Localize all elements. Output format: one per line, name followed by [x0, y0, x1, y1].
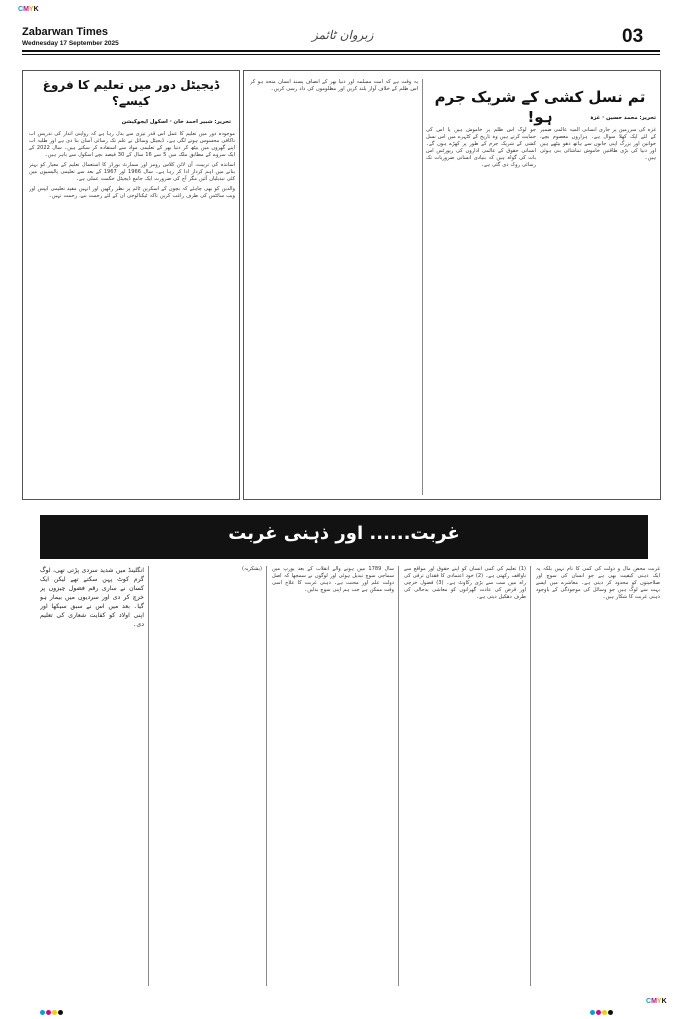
cmyk-registration-mark: [18, 6, 39, 13]
registration-dot: [58, 1010, 63, 1015]
cmyk-k: K: [661, 998, 667, 1005]
article-paragraph: غزہ کی سرزمین پر جاری انسانی المیہ عالمی ضمیر کے لئے ایک کھلا سوال ہے۔ ہزاروں معصوم بچے، خواتین اور بزرگ اپنی جانوں سے ہاتھ دھو بیٹھے ہیں اور دنیا کی بڑی طاقتیں خاموش تماشائی بنی ہوئی ہیں۔: [540, 127, 656, 162]
article-body: [29, 131, 235, 497]
article-paragraph: سال 1789 میں ہونے والے انقلاب کے بعد یورپ میں سماجی سوچ تبدیل ہوئی اور لوگوں نے سمجھا کہ اصل دولت علم اور محنت ہے۔ ذہنی غربت کا علاج اسی وقت ممکن ہے جب ہم اپنی سوچ بدلیں۔: [272, 566, 394, 594]
article-paragraph: (1) تعلیم کی کمی انسان کو اپنے حقوق اور مواقع سے ناواقف رکھتی ہے۔ (2) خود اعتمادی کا فقدان ترقی کی راہ میں سب سے بڑی رکاوٹ ہے۔ (3) فضول خرچی اور قرض کی عادت گھرانوں کو معاشی بدحالی کی طرف دھکیل دیتی ہے۔: [404, 566, 526, 601]
article-paragraph: اساتذہ کی تربیت، آن لائن کلاس رومز اور سمارٹ بورڈز کا استعمال تعلیم کے معیار کو بہتر بنانے میں اہم کردار ادا کر رہا ہے۔ سال 1966 اور 1967 کے بعد سے تعلیمی پالیسیوں میں کئی تبدیلیاں آئیں مگر آج کی ضرورت ایک جامع ڈیجیٹل حکمت عملی ہے۔: [29, 162, 235, 183]
registration-dot: [608, 1010, 613, 1015]
cmyk-c: C: [18, 6, 24, 13]
column-rule: [148, 566, 149, 986]
column-rule: [422, 79, 423, 495]
bottom-column-1: [536, 566, 660, 990]
article-closing: (بشکریہ): [242, 566, 262, 572]
article-paragraph: انگلینڈ میں شدید سردی پڑتی تھی، لوگ گرم کوٹ پہن سکتے تھے لیکن ایک کسان نے ساری رقم فضول چیزوں پر خرچ کر دی اور سردیوں میں بیمار ہو گیا۔ بعد میں اس نے سبق سیکھا اور اپنی اولاد کو کفایت شعاری کی تعلیم دی۔: [40, 567, 144, 628]
cmyk-k: K: [33, 6, 39, 13]
header-rule-thin: [22, 54, 660, 55]
section-banner: [40, 515, 648, 559]
header-rule: [22, 50, 660, 52]
page-number: 03: [622, 26, 644, 47]
column-rule: [398, 566, 399, 986]
article-body-col-3: [250, 79, 418, 497]
article-frame-right: [243, 70, 661, 500]
cmyk-y: Y: [656, 998, 662, 1005]
article-body-col-2: [426, 127, 536, 497]
cmyk-m: M: [23, 6, 29, 13]
registration-dots-left: [40, 1000, 64, 1019]
article-headline: ڈیجیٹل دور میں تعلیم کا فروغ کیسے؟: [42, 78, 220, 108]
article-byline: تحریر: محمد حسین · غزہ: [590, 115, 656, 121]
column-rule: [530, 566, 531, 986]
registration-dot: [590, 1010, 595, 1015]
cmyk-y: Y: [28, 6, 34, 13]
bottom-column-3: [272, 566, 394, 990]
cmyk-m: M: [651, 998, 657, 1005]
article-paragraph: یہ وقت ہے کہ امت مسلمہ اور دنیا بھر کے انصاف پسند انسان متحد ہو کر اس ظلم کے خلاف آواز بلند کریں اور مظلوموں کی داد رسی کریں۔: [250, 79, 418, 93]
article-paragraph: موجودہ دور میں تعلیم کا عمل اس قدر تیزی سے بدل رہا ہے کہ روایتی انداز کی تدریس اب ناکافی محسوس ہونے لگی ہے۔ ڈیجیٹل وسائل نے علم تک رسائی آسان بنا دی ہے اور طلبہ اب اپنے گھروں میں بیٹھ کر دنیا بھر کے تعلیمی مواد سے استفادہ کر سکتے ہیں۔ سال 2022 کے ایک سروے کے مطابق ملک میں 5 سے 16 سال کے 30 فیصد بچے اسکول سے باہر ہیں۔: [29, 131, 235, 159]
cmyk-registration-mark-bottom: [646, 998, 667, 1005]
registration-dot: [596, 1010, 601, 1015]
article-paragraph: غربت محض مال و دولت کی کمی کا نام نہیں بلکہ یہ ایک ذہنی کیفیت بھی ہے جو انسان کی سوچ اور صلاحیتوں کو محدود کر دیتی ہے۔ معاشرے میں ایسے بہت سے لوگ ہیں جو وسائل کی موجودگی کے باوجود ذہنی غربت کا شکار ہیں۔: [536, 566, 660, 601]
cmyk-c: C: [646, 998, 652, 1005]
registration-dots-right: [590, 1000, 614, 1019]
registration-dot: [46, 1010, 51, 1015]
article-frame-left: [22, 70, 240, 500]
article-body-col-1: [540, 127, 656, 497]
article-headline: تم نسل کشی کے شریک جرم ہو!: [434, 88, 646, 126]
registration-dot: [52, 1010, 57, 1015]
article-paragraph: والدین کو بھی چاہئے کہ بچوں کے اسکرین ٹائم پر نظر رکھیں اور انہیں مفید تعلیمی ایپس اور ویب سائٹس کی طرف راغب کریں تاکہ ٹیکنالوجی ان کے لئے رحمت بنے، زحمت نہیں۔: [29, 186, 235, 200]
banner-title: غربت...... اور ذہنی غربت: [228, 523, 460, 544]
column-rule: [266, 566, 267, 986]
page-header: [22, 26, 660, 68]
article-paragraph: جو لوگ اس ظلم پر خاموش ہیں یا اس کی حمایت کرتے ہیں وہ تاریخ کے کٹہرے میں اس نسل کشی کے شریک جرم کے طور پر کھڑے ہوں گے۔ انسانی حقوق کے عالمی اداروں کی رپورٹس اس بات کی گواہ ہیں کہ بنیادی انسانی ضروریات تک رسائی روک دی گئی ہے۔: [426, 127, 536, 169]
dateline: Wednesday 17 September 2025: [22, 40, 119, 47]
bottom-column-2: [404, 566, 526, 990]
masthead: Zabarwan Times: [22, 26, 108, 38]
bottom-column-4: [154, 566, 262, 990]
registration-dot: [40, 1010, 45, 1015]
article-byline: تحریر: شبیر احمد خان · اسکول ایجوکیشن: [121, 119, 231, 125]
bottom-column-5-large-type: [40, 566, 144, 990]
urdu-masthead: زبروان ٹائمز: [312, 28, 374, 42]
registration-dot: [602, 1010, 607, 1015]
